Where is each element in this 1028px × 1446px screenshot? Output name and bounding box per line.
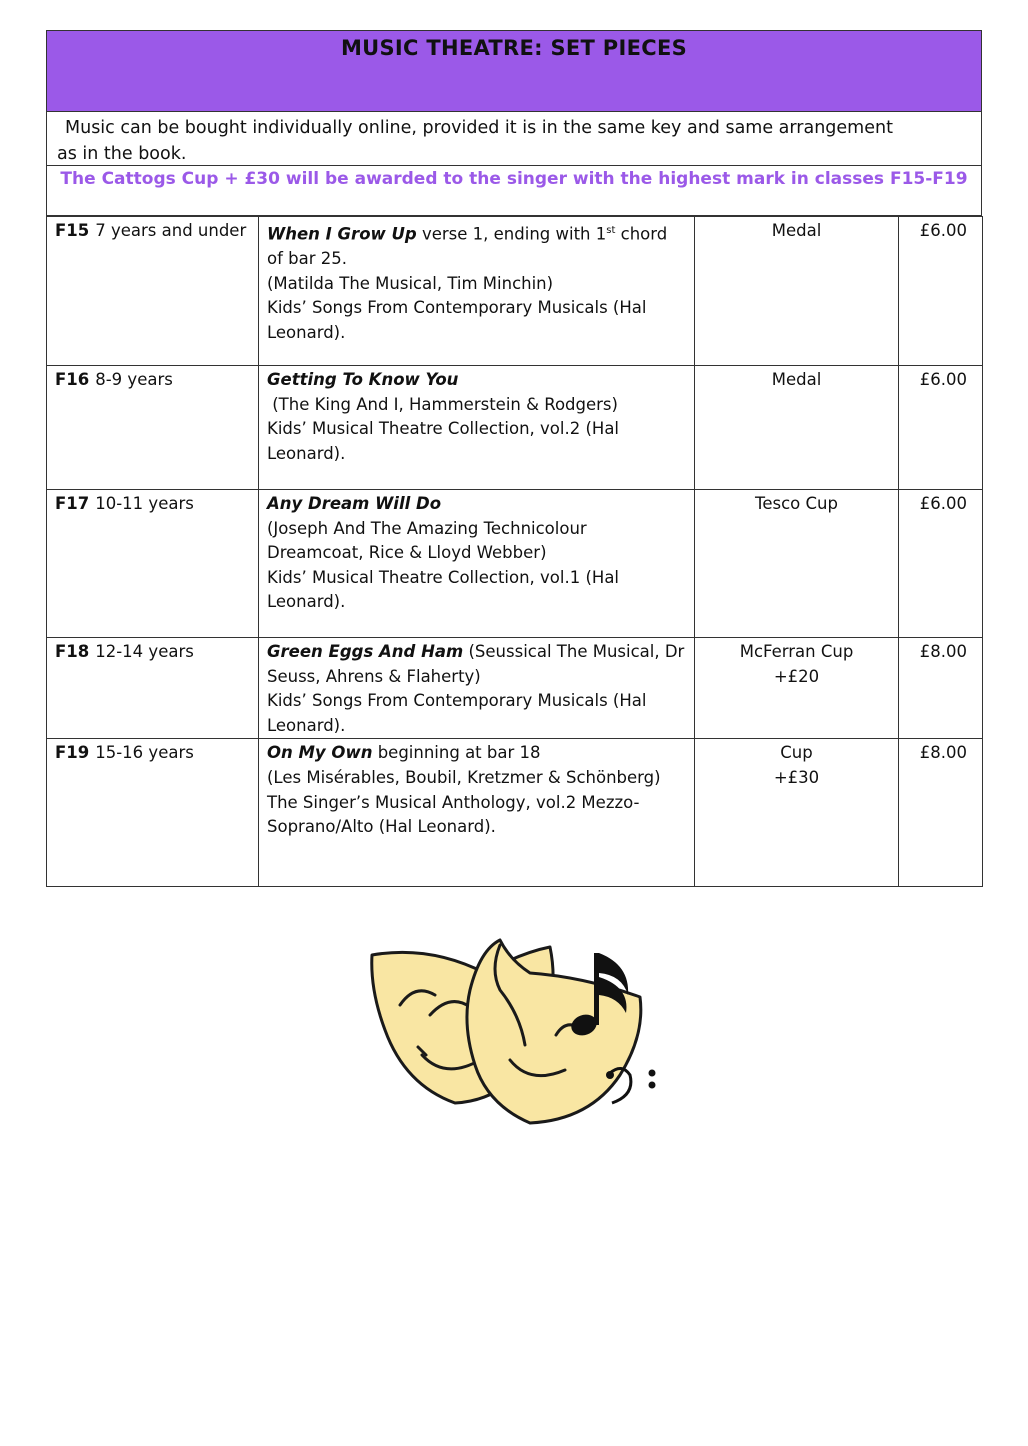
- piece-cell: [259, 490, 695, 638]
- song-note-2: chord of bar 25.: [267, 224, 668, 269]
- song-title: Getting To Know You: [267, 370, 459, 389]
- prize-cell: [695, 490, 899, 638]
- piece-cell: [259, 739, 695, 887]
- book-line: Kids’ Musical Theatre Collection, vol.1 (Hal Leonard).: [267, 567, 620, 612]
- class-age: 7 years and under: [95, 221, 247, 240]
- page-title: MUSIC THEATRE: SET PIECES: [46, 30, 982, 112]
- fee-cell: [899, 217, 983, 366]
- class-code: F17: [55, 494, 90, 513]
- prize: Cup: [780, 743, 813, 763]
- table-row: [47, 217, 983, 366]
- song-title: On My Own: [267, 743, 373, 763]
- prize: McFerran Cup: [739, 642, 854, 661]
- class-cell: [47, 638, 259, 739]
- table-row: [47, 490, 983, 638]
- theatre-masks-music-icon: [360, 935, 670, 1135]
- fee: £8.00: [919, 642, 967, 661]
- book-line: Kids’ Songs From Contemporary Musicals (Hal Leonard).: [267, 691, 647, 735]
- song-note: (Seussical The Musical, Dr Seuss, Ahrens & Flaherty): [267, 642, 685, 686]
- classes-table: [46, 216, 983, 887]
- class-cell: [47, 217, 259, 366]
- prize-money: +£20: [773, 666, 820, 686]
- prize: Medal: [771, 221, 822, 240]
- fee: £8.00: [919, 743, 967, 763]
- source-line: (The King And I, Hammerstein & Rodgers): [267, 394, 618, 414]
- fee-cell: [899, 490, 983, 638]
- book-line: Kids’ Songs From Contemporary Musicals (Hal Leonard).: [267, 298, 647, 342]
- song-note: beginning at bar 18: [372, 743, 541, 763]
- prize-money: +£30: [773, 767, 820, 787]
- set-pieces-page: [46, 30, 982, 887]
- book-line: Kids’ Musical Theatre Collection, vol.2 (Hal Leonard).: [267, 419, 620, 463]
- class-age: 10-11 years: [95, 494, 194, 513]
- song-title: Green Eggs And Ham: [267, 642, 464, 661]
- class-age: 8-9 years: [95, 370, 173, 389]
- source-line: (Matilda The Musical, Tim Minchin): [267, 273, 554, 293]
- class-code: F16: [55, 370, 90, 389]
- fee-cell: [899, 739, 983, 887]
- class-age: 15-16 years: [95, 743, 194, 763]
- prize: Medal: [771, 370, 822, 389]
- class-code: F15: [55, 221, 90, 240]
- table-row: [47, 739, 983, 887]
- fee: £6.00: [919, 370, 967, 389]
- prize-cell: [695, 638, 899, 739]
- source-line: (Les Misérables, Boubil, Kretzmer & Schönberg): [267, 767, 661, 787]
- class-cell: [47, 366, 259, 490]
- fee-cell: [899, 366, 983, 490]
- song-title: When I Grow Up: [267, 224, 417, 244]
- award-note: The Cattogs Cup + £30 will be awarded to the singer with the highest mark in classes F15-F19: [46, 166, 982, 216]
- book-line: The Singer’s Musical Anthology, vol.2 Mezzo-Soprano/Alto (Hal Leonard).: [267, 792, 640, 837]
- fee: £6.00: [919, 221, 967, 240]
- song-note: verse 1, ending with 1: [416, 224, 607, 244]
- class-age: 12-14 years: [95, 642, 194, 661]
- prize: Tesco Cup: [755, 494, 838, 513]
- intro-line-1: Music can be bought individually online, provided it is in the same key and same arrangement: [65, 118, 893, 138]
- fee-cell: [899, 638, 983, 739]
- fee: £6.00: [919, 494, 967, 513]
- piece-cell: [259, 366, 695, 490]
- intro-line-2: as in the book.: [57, 144, 187, 164]
- piece-cell: [259, 638, 695, 739]
- table-row: [47, 366, 983, 490]
- class-cell: [47, 739, 259, 887]
- class-code: F18: [55, 642, 90, 661]
- intro-note: [46, 112, 982, 166]
- prize-cell: [695, 217, 899, 366]
- prize-cell: [695, 739, 899, 887]
- class-cell: [47, 490, 259, 638]
- table-row: [47, 638, 983, 739]
- class-code: F19: [55, 743, 90, 763]
- prize-cell: [695, 366, 899, 490]
- song-title: Any Dream Will Do: [267, 494, 442, 513]
- ordinal-suffix: st: [606, 225, 616, 236]
- source-line: (Joseph And The Amazing Technicolour Dreamcoat, Rice & Lloyd Webber): [267, 518, 587, 563]
- piece-cell: [259, 217, 695, 366]
